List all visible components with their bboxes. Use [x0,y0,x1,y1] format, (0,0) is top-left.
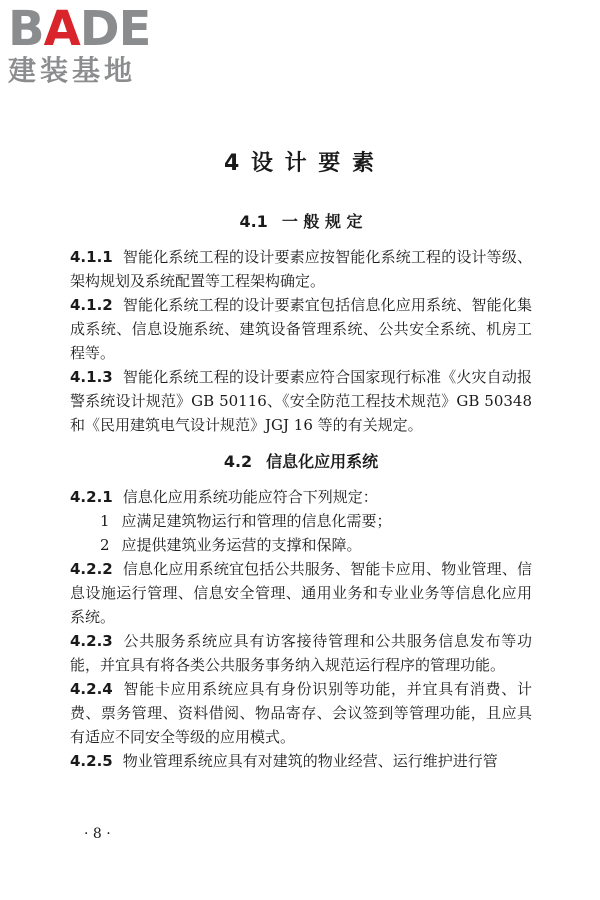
clause: 4.2.5 物业管理系统应具有对建筑的物业经营、运行维护进行管 [70,752,498,770]
clause: 4.1.2 智能化系统工程的设计要素宜包括信息化应用系统、智能化集成系统、信息设施系统、建筑设备管理系统、公共安全系统、机房工程等。 [70,296,532,362]
chapter-title: 4 设 计 要 素 [224,151,376,176]
logo-a-mark: A [43,1,80,57]
section-title: 4.2 信息化应用系统 [223,452,379,471]
bade-logo [8,1,178,87]
clause: 4.1.1 智能化系统工程的设计要素应按智能化系统工程的设计等级、架构规划及系统配置等工程架构确定。 [70,248,532,290]
page-number: · 8 · [84,826,111,842]
list-item: 2 应提供建筑业务运营的支撑和保障。 [100,536,362,554]
clause: 4.2.3 公共服务系统应具有访客接待管理和公共服务信息发布等功能，并宜具有将各类公共服务事务纳入规范运行程序的管理功能。 [70,632,532,674]
section-title: 4.1 一 般 规 定 [239,212,363,231]
clause: 4.2.2 信息化应用系统宜包括公共服务、智能卡应用、物业管理、信息设施运行管理、信息安全管理、通用业务和专业业务等信息化应用系统。 [70,560,532,626]
clause: 4.2.4 智能卡应用系统应具有身份识别等功能，并宜具有消费、计费、票务管理、资料借阅、物品寄存、会议签到等管理功能，且应具有适应不同安全等级的应用模式。 [70,680,532,746]
logo-chinese-name: 建装基地 [8,54,137,87]
clause: 4.1.3 智能化系统工程的设计要素应符合国家现行标准《火灾自动报警系统设计规范》GB 50116、《安全防范工程技术规范》GB 50348 和《民用建筑电气设计规范》JGJ 16 等的有关规定。 [70,368,532,434]
logo-wordmark: BADE [8,1,151,57]
clause: 4.2.1 信息化应用系统功能应符合下列规定： [70,488,378,506]
page-content [70,205,532,773]
list-item: 1 应满足建筑物运行和管理的信息化需要； [100,512,392,530]
